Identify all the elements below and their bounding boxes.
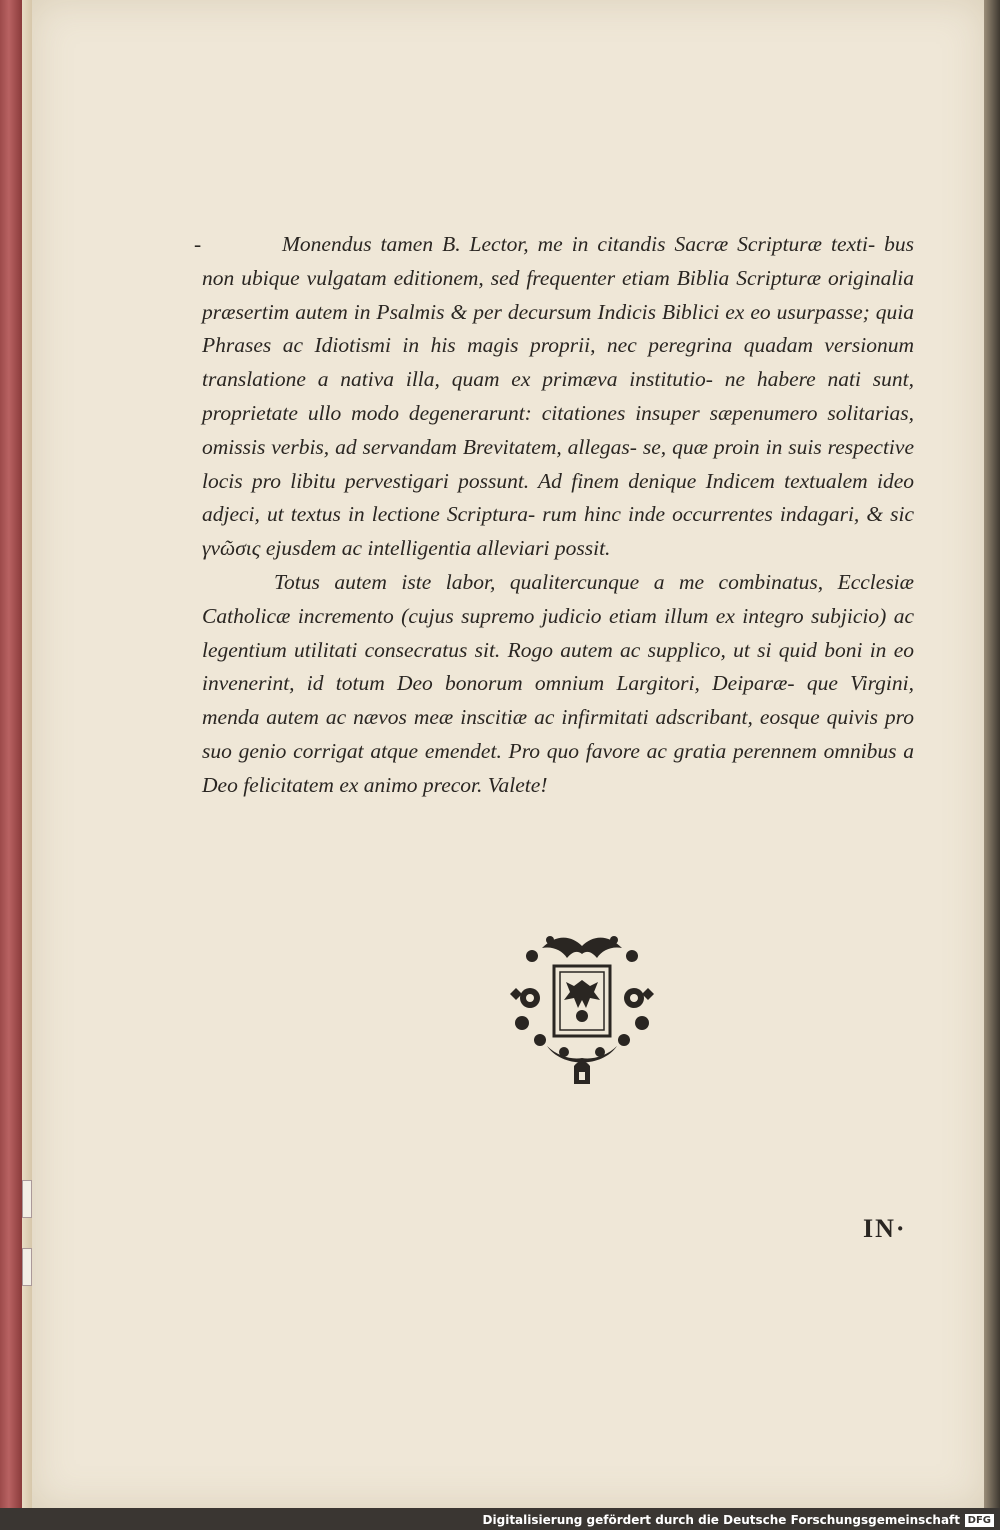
footer-credit: Digitalisierung gefördert durch die Deutsche Forschungsgemeinschaft — [482, 1513, 960, 1527]
text-line: que Virgini, menda autem ac nævos meæ inscitiæ ac infirmitati adscribant, — [202, 671, 915, 730]
binding-tab — [22, 1248, 32, 1286]
scan-border — [984, 0, 1000, 1530]
text-line: ne habere nati sunt, proprietate ullo modo degenerarunt: citationes insuper — [202, 367, 915, 425]
text-line: bus non ubique vulgatam editionem, sed frequenter etiam Biblia Scripturæ — [202, 232, 914, 290]
lead-mark: - — [194, 232, 202, 256]
text-line: sæpenumero solitarias, omissis verbis, ad servandam Brevitatem, allegas- — [202, 400, 914, 459]
paragraph-2 — [202, 566, 914, 803]
footer-bar — [0, 1508, 1000, 1530]
book-page — [32, 0, 984, 1508]
text-line: se, quæ proin in suis respective locis pro libitu pervestigari possunt. Ad — [202, 434, 914, 493]
binding-tabs — [22, 1180, 32, 1316]
dfg-logo-badge: DFG — [965, 1514, 994, 1527]
body-text — [194, 228, 915, 803]
text-line: originalia præsertim autem in Psalmis & per decursum Indicis Biblici ex eo — [202, 265, 915, 324]
text-line: rum hinc inde occurrentes indagari, & sic γνῶσις ejusdem ac intelligentia — [202, 502, 915, 561]
catchword: IN· — [863, 1214, 907, 1243]
paragraph-1 — [202, 228, 914, 566]
text-line: finem denique Indicem textualem ideo adjeci, ut textus in lectione Scriptura- — [202, 468, 914, 527]
text-line: perennem omnibus a Deo felicitatem ex animo precor. Valete! — [202, 738, 915, 797]
text-line: Monendus tamen B. Lector, me in citandis Sacræ Scripturæ texti- — [282, 232, 876, 256]
text-line: boni in eo invenerint, id totum Deo bonorum omnium Largitori, Deiparæ- — [202, 637, 914, 696]
floral-vignette-ornament — [502, 928, 662, 1098]
text-line: usurpasse; quia Phrases ac Idiotismi in his magis proprii, nec peregrina — [202, 299, 915, 358]
binding-tab — [22, 1180, 32, 1218]
book-binding-edge — [0, 0, 22, 1530]
text-line: eosque quivis pro suo genio corrigat atque emendet. Pro quo favore ac gratia — [202, 705, 914, 763]
text-line: Totus autem iste labor, qualitercunque a me combinatus, Ecclesiæ — [274, 569, 914, 594]
text-line: ac legentium utilitati consecratus sit. Rogo autem ac supplico, ut si quid — [202, 603, 915, 662]
text-line: Catholicæ incremento (cujus supremo judicio etiam illum ex integro subjicio) — [202, 603, 887, 628]
text-line: alleviari possit. — [476, 536, 611, 561]
text-line: quadam versionum translatione a nativa illa, quam ex primæva institutio- — [202, 333, 914, 392]
